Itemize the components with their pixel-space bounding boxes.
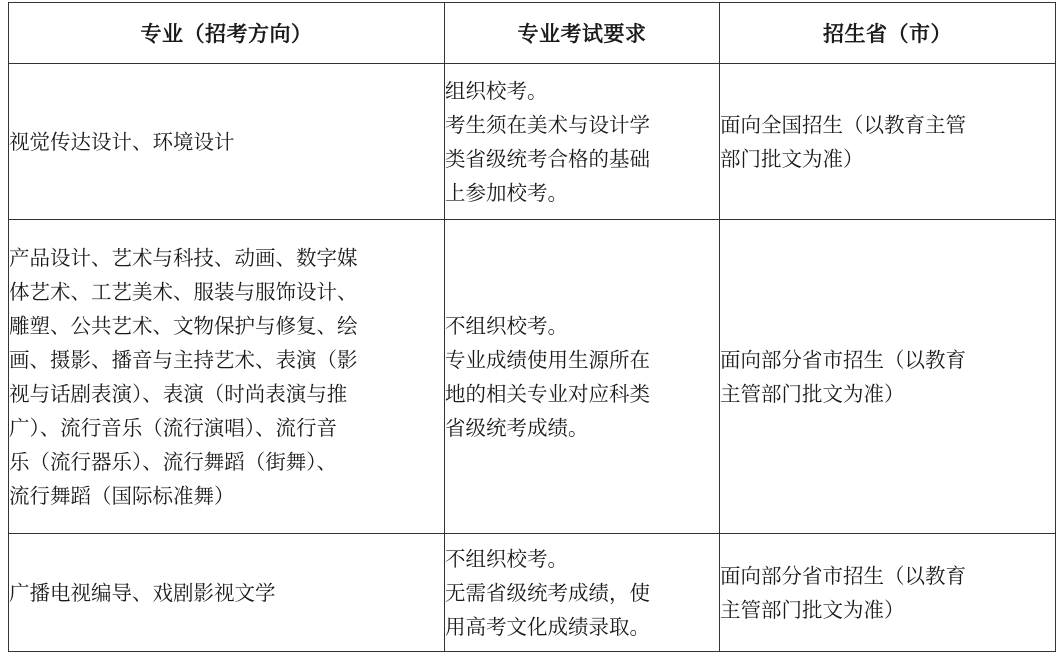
cell-line: 用高考文化成绩录取。 [445,614,650,639]
cell-line: 广）、流行音乐（流行演唱）、流行音 [9,415,337,440]
cell-line: 专业成绩使用生源所在 [445,347,650,372]
header-exam-requirement: 专业考试要求 [445,3,720,64]
cell-line: 上参加校考。 [445,180,568,205]
cell-line: 面向部分省市招生（以教育 [720,563,966,588]
cell-line: 省级统考成绩。 [445,415,589,440]
cell-line: 产品设计、艺术与科技、动画、数字媒 [9,245,358,270]
major-cell [9,220,445,534]
provinces-cell [720,534,1056,652]
cell-line: 不组织校考。 [445,313,568,338]
table-row [9,64,1056,220]
header-row [9,3,1056,64]
cell-line: 类省级统考合格的基础 [445,146,650,171]
cell-line: 组织校考。 [445,78,548,103]
admissions-table [8,2,1056,652]
header-major: 专业（招考方向） [9,3,445,64]
cell-line: 乐（流行器乐）、流行舞蹈（街舞）、 [9,449,337,474]
cell-line: 不组织校考。 [445,546,568,571]
cell-line: 视觉传达设计、环境设计 [9,129,235,154]
cell-line: 画、摄影、播音与主持艺术、表演（影 [9,347,358,372]
requirement-cell [445,220,720,534]
cell-line: 面向全国招生（以教育主管 [720,112,966,137]
cell-line: 面向部分省市招生（以教育 [720,347,966,372]
table-row [9,534,1056,652]
table-row [9,220,1056,534]
provinces-cell [720,64,1056,220]
cell-line: 广播电视编导、戏剧影视文学 [9,580,276,605]
cell-line: 主管部门批文为准） [720,381,905,406]
requirement-cell [445,534,720,652]
cell-line: 主管部门批文为准） [720,597,905,622]
provinces-cell [720,220,1056,534]
cell-line: 无需省级统考成绩，使 [445,580,650,605]
header-provinces: 招生省（市） [720,3,1056,64]
cell-line: 部门批文为准） [720,146,864,171]
cell-line: 考生须在美术与设计学 [445,112,650,137]
cell-line: 雕塑、公共艺术、文物保护与修复、绘 [9,313,358,338]
cell-line: 流行舞蹈（国际标准舞） [9,483,235,508]
major-cell [9,64,445,220]
cell-line: 视与话剧表演）、表演（时尚表演与推 [9,381,348,406]
requirement-cell [445,64,720,220]
cell-line: 地的相关专业对应科类 [445,381,650,406]
cell-line: 体艺术、工艺美术、服装与服饰设计、 [9,279,358,304]
major-cell [9,534,445,652]
